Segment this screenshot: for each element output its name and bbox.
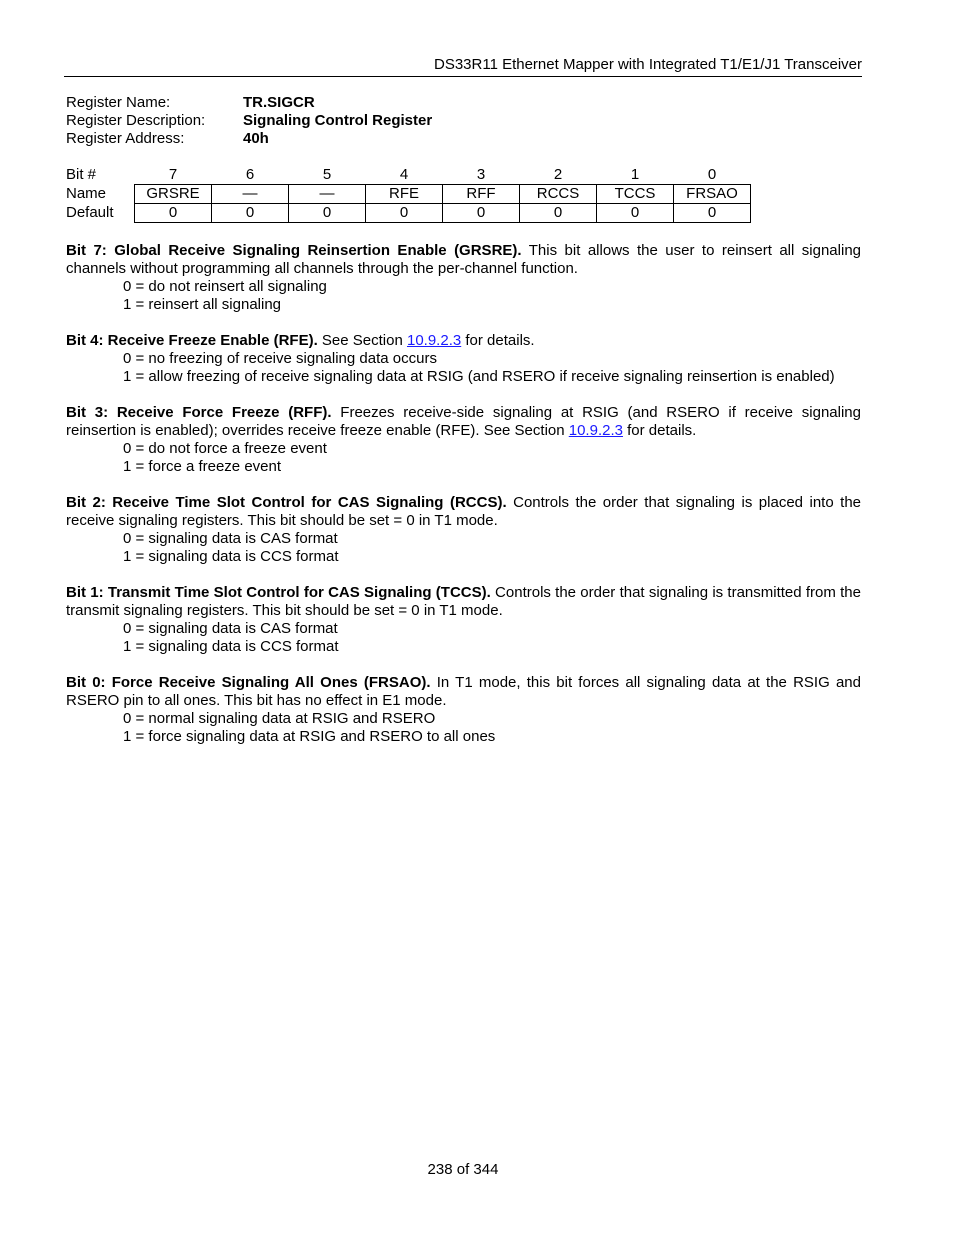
section-frsao (66, 674, 861, 746)
section-title: Bit 1: Transmit Time Slot Control for CAS Signaling (TCCS). (66, 584, 491, 601)
section-paragraph (66, 332, 861, 350)
bit-name-label: Name (66, 185, 107, 202)
register-description-label: Register Description: (66, 112, 206, 129)
page-header: DS33R11 Ethernet Mapper with Integrated T1/E1/J1 Transceiver (64, 56, 862, 77)
bit-number: 3 (476, 166, 486, 183)
option-item: 1 = signaling data is CCS format (123, 548, 339, 565)
register-address-label: Register Address: (66, 130, 185, 147)
bit-name: GRSRE (135, 185, 212, 204)
section-text: for details. (461, 332, 535, 349)
bit-default: 0 (597, 204, 674, 223)
option-item: 0 = normal signaling data at RSIG and RSERO (123, 710, 436, 727)
option-item: 1 = force a freeze event (123, 458, 282, 475)
section-text: In T1 mode, this bit forces all signaling data at the RSIG and RSERO pin to all ones. This bit has no effect in E1 mode. (66, 674, 861, 709)
option-item: 0 = do not force a freeze event (123, 440, 327, 457)
register-info (66, 94, 432, 148)
bit-number: 6 (245, 166, 255, 183)
bit-default: 0 (366, 204, 443, 223)
section-link[interactable]: 10.9.2.3 (406, 332, 462, 349)
bit-default: 0 (212, 204, 289, 223)
section-text: for details. (622, 422, 697, 439)
bit-name: RCCS (520, 185, 597, 204)
section-tccs (66, 584, 861, 656)
bit-default-label: Default (66, 204, 114, 221)
bit-name: TCCS (597, 185, 674, 204)
bit-number: 1 (630, 166, 640, 183)
bit-name: FRSAO (674, 185, 751, 204)
section-text: See Section (317, 332, 407, 349)
option-item: 1 = reinsert all signaling (123, 296, 282, 313)
section-text: This bit allows the user to reinsert all signaling channels without programming all channels through the per-channel function. (66, 242, 861, 277)
bit-number: 0 (707, 166, 717, 183)
section-title: Bit 7: Global Receive Signaling Reinsertion Enable (GRSRE). (66, 242, 522, 259)
register-name-value: TR.SIGCR (243, 94, 315, 111)
section-text: Controls the order that signaling is placed into the receive signaling registers. This bit should be set = 0 in T1 mode. (66, 494, 862, 529)
bit-descriptions (66, 242, 861, 764)
bit-name: RFE (366, 185, 443, 204)
section-title: Bit 4: Receive Freeze Enable (RFE). (66, 332, 318, 349)
option-item: 0 = no freezing of receive signaling data occurs (123, 350, 437, 367)
bit-default: 0 (520, 204, 597, 223)
bit-number: 7 (168, 166, 178, 183)
section-title: Bit 3: Receive Force Freeze (RFF). (66, 404, 332, 421)
bit-default: 0 (443, 204, 520, 223)
option-item: 0 = do not reinsert all signaling (123, 278, 327, 295)
section-title: Bit 2: Receive Time Slot Control for CAS Signaling (RCCS). (66, 494, 507, 511)
section-link[interactable]: 10.9.2.3 (568, 422, 623, 439)
section-rfe (66, 332, 861, 386)
section-rff (66, 404, 861, 476)
bit-name-row (64, 185, 751, 204)
section-text: Freezes receive-side signaling at RSIG (and RSERO if receive signaling reinsertion is enabled); overrides receive freeze enable (RFE). See Section (66, 404, 861, 439)
bit-default-row (64, 204, 751, 223)
section-paragraph (66, 584, 861, 620)
register-name-label: Register Name: (66, 94, 171, 111)
bit-name: RFF (443, 185, 520, 204)
section-title: Bit 0: Force Receive Signaling All Ones (FRSAO). (66, 674, 431, 691)
bit-number-label: Bit # (66, 166, 97, 184)
section-paragraph (66, 242, 861, 278)
option-item: 0 = signaling data is CAS format (123, 530, 338, 547)
bit-number: 2 (553, 166, 563, 183)
bit-default: 0 (674, 204, 751, 223)
option-item: 1 = signaling data is CCS format (123, 638, 339, 655)
bit-name: — (289, 185, 366, 204)
option-item: 0 = signaling data is CAS format (123, 620, 338, 637)
bit-default: 0 (289, 204, 366, 223)
register-description-value: Signaling Control Register (243, 112, 433, 129)
bit-number: 4 (399, 166, 409, 183)
section-rccs (66, 494, 861, 566)
bit-number-row (64, 166, 751, 185)
option-item: 1 = force signaling data at RSIG and RSERO to all ones (123, 728, 496, 745)
bit-table (64, 166, 751, 223)
section-paragraph (66, 404, 861, 440)
bit-number: 5 (322, 166, 332, 183)
section-text: Controls the order that signaling is transmitted from the transmit signaling registers. This bit should be set = 0 in T1 mode. (66, 584, 861, 619)
section-paragraph (66, 494, 861, 530)
bit-default: 0 (135, 204, 212, 223)
page-number: 238 of 344 (427, 1161, 499, 1178)
section-grsre (66, 242, 861, 314)
bit-name: — (212, 185, 289, 204)
register-address-value: 40h (243, 130, 269, 147)
option-item: 1 = allow freezing of receive signaling data at RSIG (and RSERO if receive signaling reinsertion is enabled) (123, 368, 835, 385)
section-paragraph (66, 674, 861, 710)
